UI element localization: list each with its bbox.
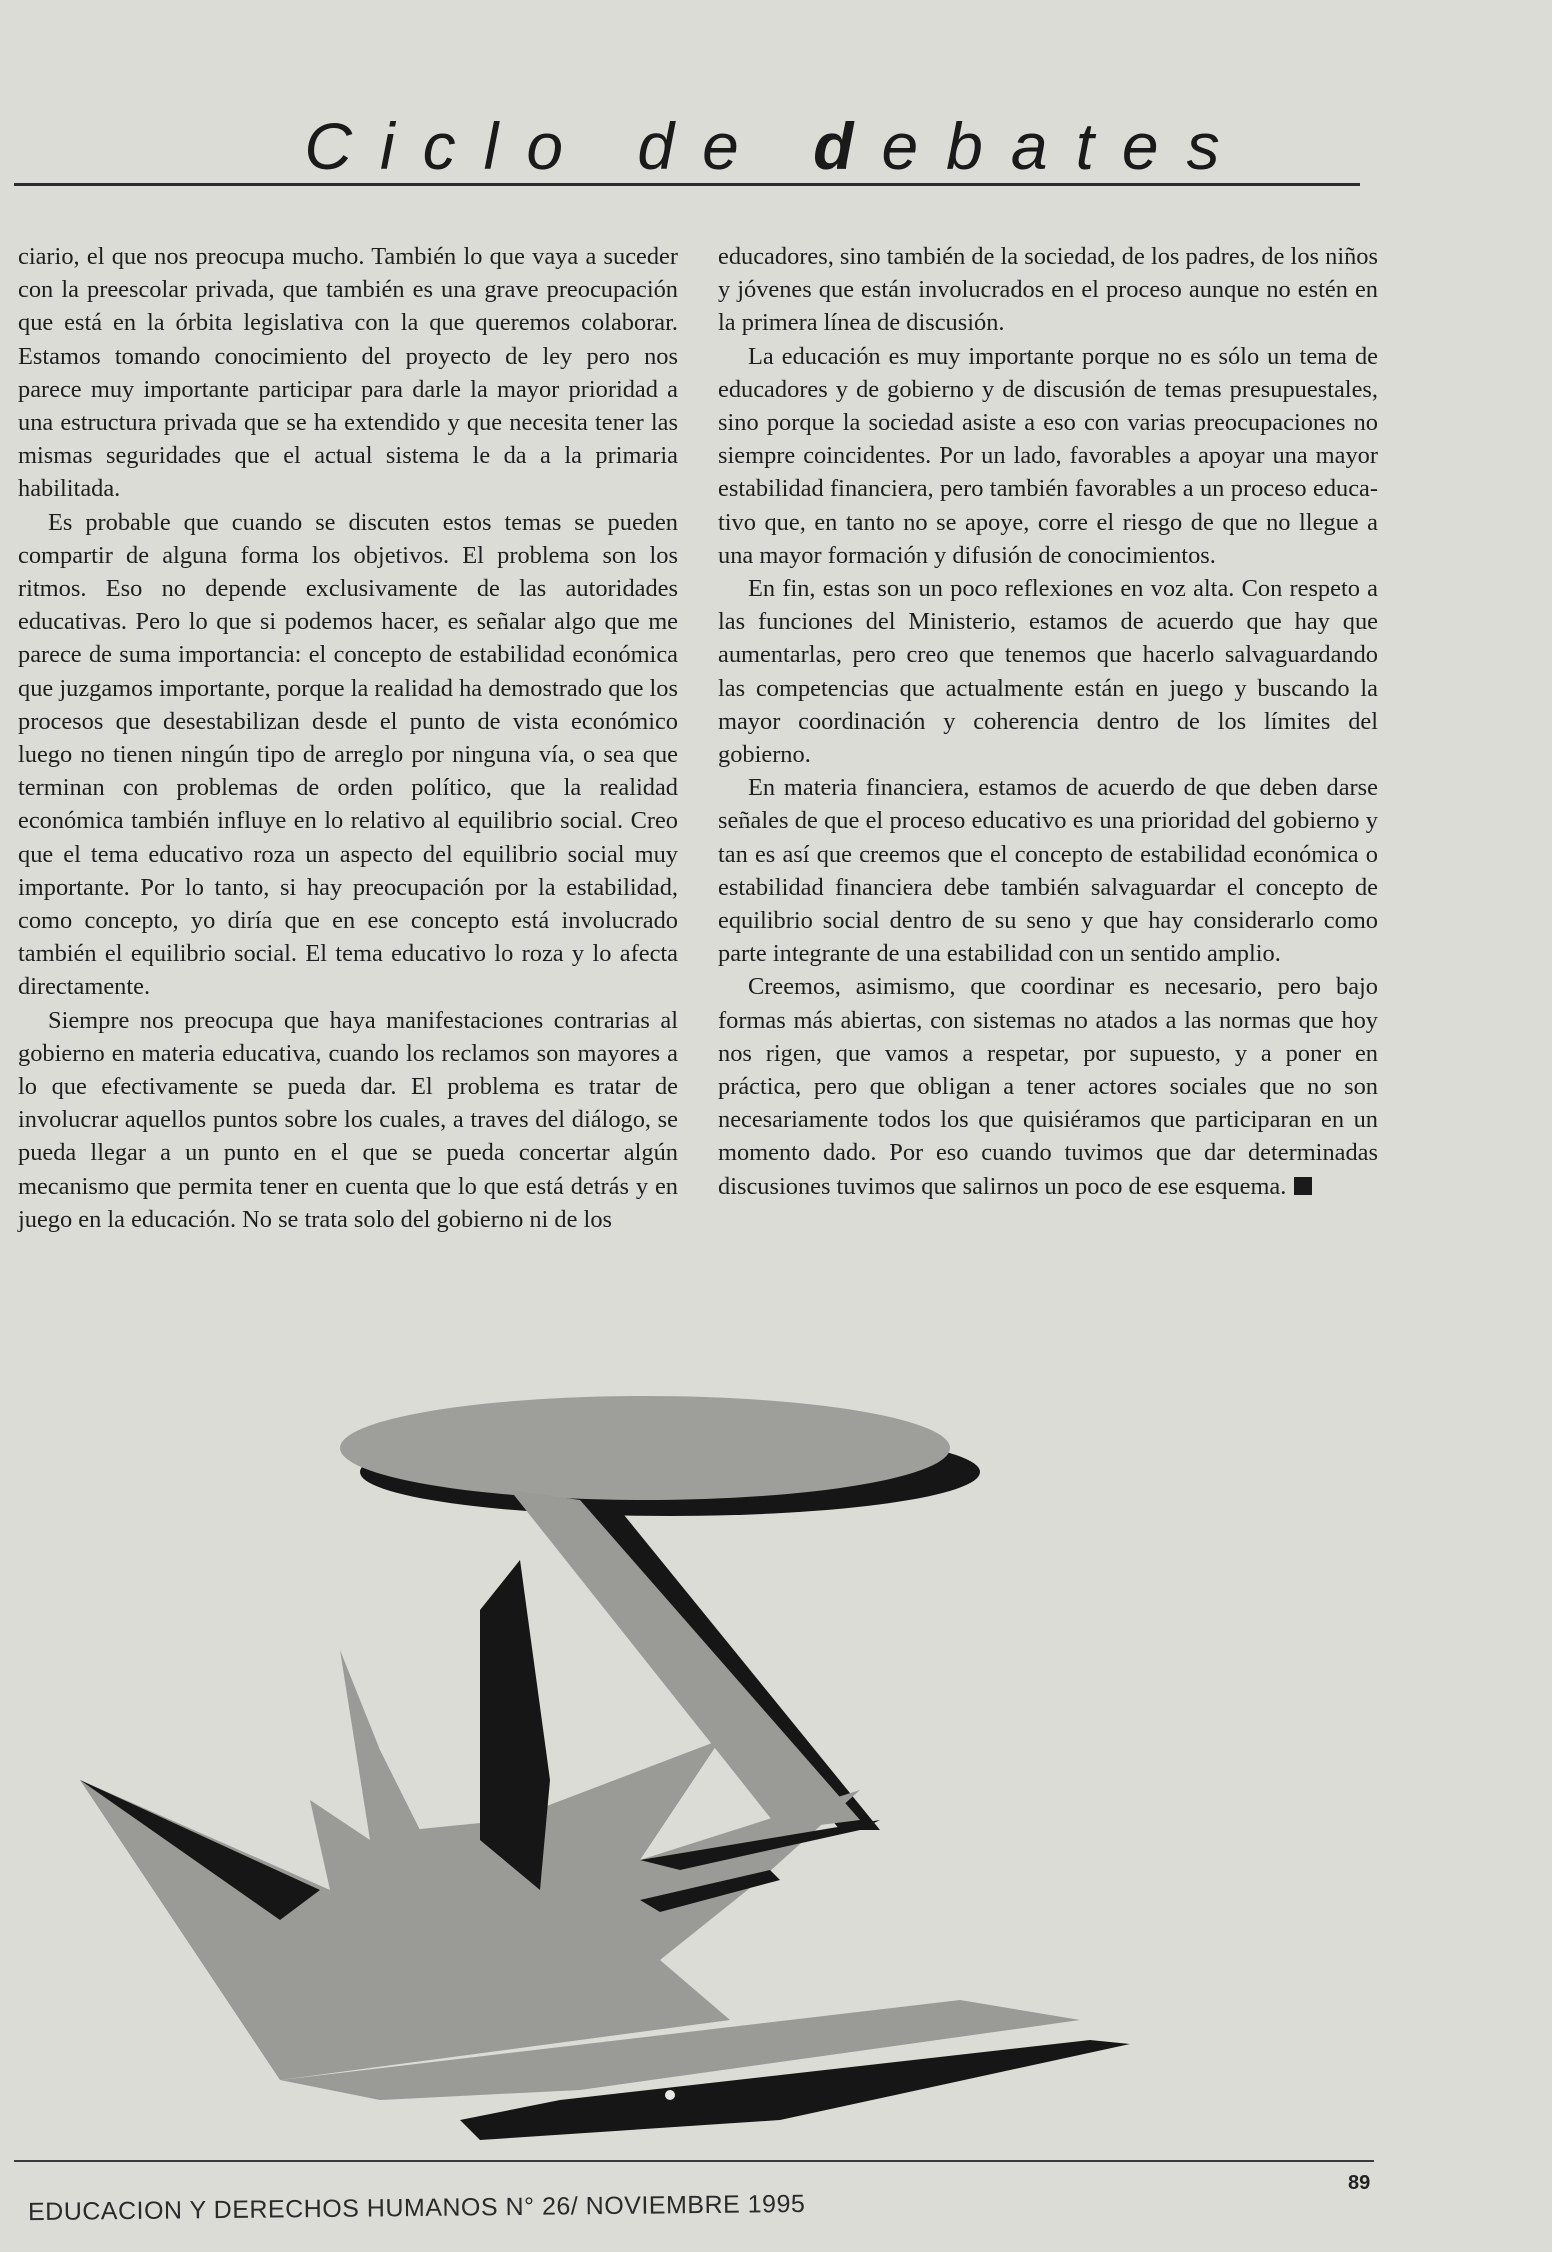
page-number: 89 bbox=[1348, 2172, 1371, 2194]
illustration-ellipse bbox=[340, 1396, 950, 1500]
illustration-highlight-dot bbox=[665, 2090, 675, 2100]
left-paragraph-3: Siempre nos preocupa que haya manifestaciones contrarias al gobierno en materia educativa, cuando los reclamos son mayores a lo que efectivamente se pueda dar. El problema es tratar de involucrar aquellos puntos sobre los cuales, a traves del diálogo, se pueda llegar a un punto en el que se pueda concertar algún mecanismo que permita tener en cuenta que lo que está detrás y en juego en la educación. No se trata solo del gobierno ni de los bbox=[18, 1006, 678, 1233]
end-of-article-mark bbox=[1294, 1177, 1312, 1195]
header-rule bbox=[14, 183, 1360, 186]
left-paragraph-2: Es probable que cuando se discuten estos temas se pueden compartir de alguna forma los objetivos. El problema son los ritmos. Eso no depende exclusivamente de las autoridades educativas. Pero lo que si podemos hacer, es señalar algo que me parece de suma importancia: el concepto de estabilidad económica que juzgamos importante, porque la realidad ha demostrado que los procesos que desestabilizan desde el punto de vista económico luego no tienen ningún tipo de arreglo por ninguna vía, o sea que terminan con problemas de orden político, que la realidad económica también influye en lo relativo al equilibrio social. Creo que el tema educativo roza un aspecto del equilibrio social muy importante. Por lo tanto, si hay preocupación por la estabilidad, como concepto, yo diría que en ese concepto está involucrado también el equilibrio social. El tema educativo lo roza y lo afecta directamente. bbox=[18, 508, 678, 1001]
publication-footer: EDUCACION Y DERECHOS HUMANOS N° 26/ NOVIEMBRE 1995 bbox=[27, 2189, 806, 2227]
left-column bbox=[18, 240, 678, 1236]
illustration-dark-spike bbox=[480, 1560, 550, 1890]
footer-rule bbox=[14, 2160, 1374, 2162]
right-paragraph-2: La educación es muy importante porque no es sólo un tema de educadores y de gobierno y de discusión de temas presupuestales, sino porque la sociedad asiste a eso con varias preocupaciones no siempre coincidentes. Por un lado, favorables a apoyar una mayor estabilidad financiera, pero también favorables a un proceso educativo que, en tanto no se apoye, corre el riesgo de que no llegue a una mayor formación y difusión de conocimientos. bbox=[718, 342, 1378, 569]
right-paragraph-1: educadores, sino también de la sociedad, de los padres, de los niños y jóvenes que están involucrados en el proceso aunque no estén en la primera línea de discusión. bbox=[718, 243, 1378, 337]
section-title-plain: Ciclo de bbox=[304, 109, 814, 183]
left-paragraph-1: ciario, el que nos preocupa mucho. También lo que vaya a suceder con la preescolar privada, que también es una grave preocupación que está en la órbita legislativa con la que queremos colaborar. Estamos tomando conocimiento del proyecto de ley pero nos parece muy importante participar para darle la mayor prioridad a una estructura privada que se ha extendido y que necesita tener las mismas seguridades que el actual sistema le da a la primaria habilitada. bbox=[18, 243, 678, 503]
right-paragraph-5 bbox=[718, 970, 1378, 1202]
section-title-bold-letter: d bbox=[813, 109, 882, 183]
section-title bbox=[0, 108, 1552, 184]
right-column bbox=[718, 240, 1378, 1203]
right-paragraph-4: En materia financiera, estamos de acuerdo de que deben darse señales de que el proceso educativo es una prioridad del gobierno y tan es así que creemos que el concepto de estabilidad económica o estabilidad financiera debe también salvaguardar el concepto de equilibrio social dentro de su seno y que hay considerarlo como parte integrante de una estabilidad con un sentido amplio. bbox=[718, 774, 1378, 968]
abstract-illustration bbox=[80, 1360, 1260, 2140]
section-title-rest: ebates bbox=[881, 109, 1248, 183]
right-paragraph-5-text: Creemos, asimismo, que coordinar es necesario, pero bajo formas más abiertas, con sistemas no atados a las normas que hoy nos rigen, que vamos a respetar, por supuesto, y a poner en práctica, pero que obligan a tener actores sociales que no son necesariamente todos los que quisiéramos que participaran en un momento dado. Por eso cuando tuvimos que dar determinadas discusiones tuvimos que salirnos un poco de ese esquema. bbox=[718, 973, 1378, 1200]
right-paragraph-3: En fin, estas son un poco reflexiones en voz alta. Con respeto a las funciones del Ministerio, estamos de acuerdo que hay que aumentarlas, pero creo que tenemos que hacerlo salvaguardando las competencias que actualmente están en juego y buscando la mayor coordinación y coherencia dentro de los límites del gobierno. bbox=[718, 575, 1378, 769]
